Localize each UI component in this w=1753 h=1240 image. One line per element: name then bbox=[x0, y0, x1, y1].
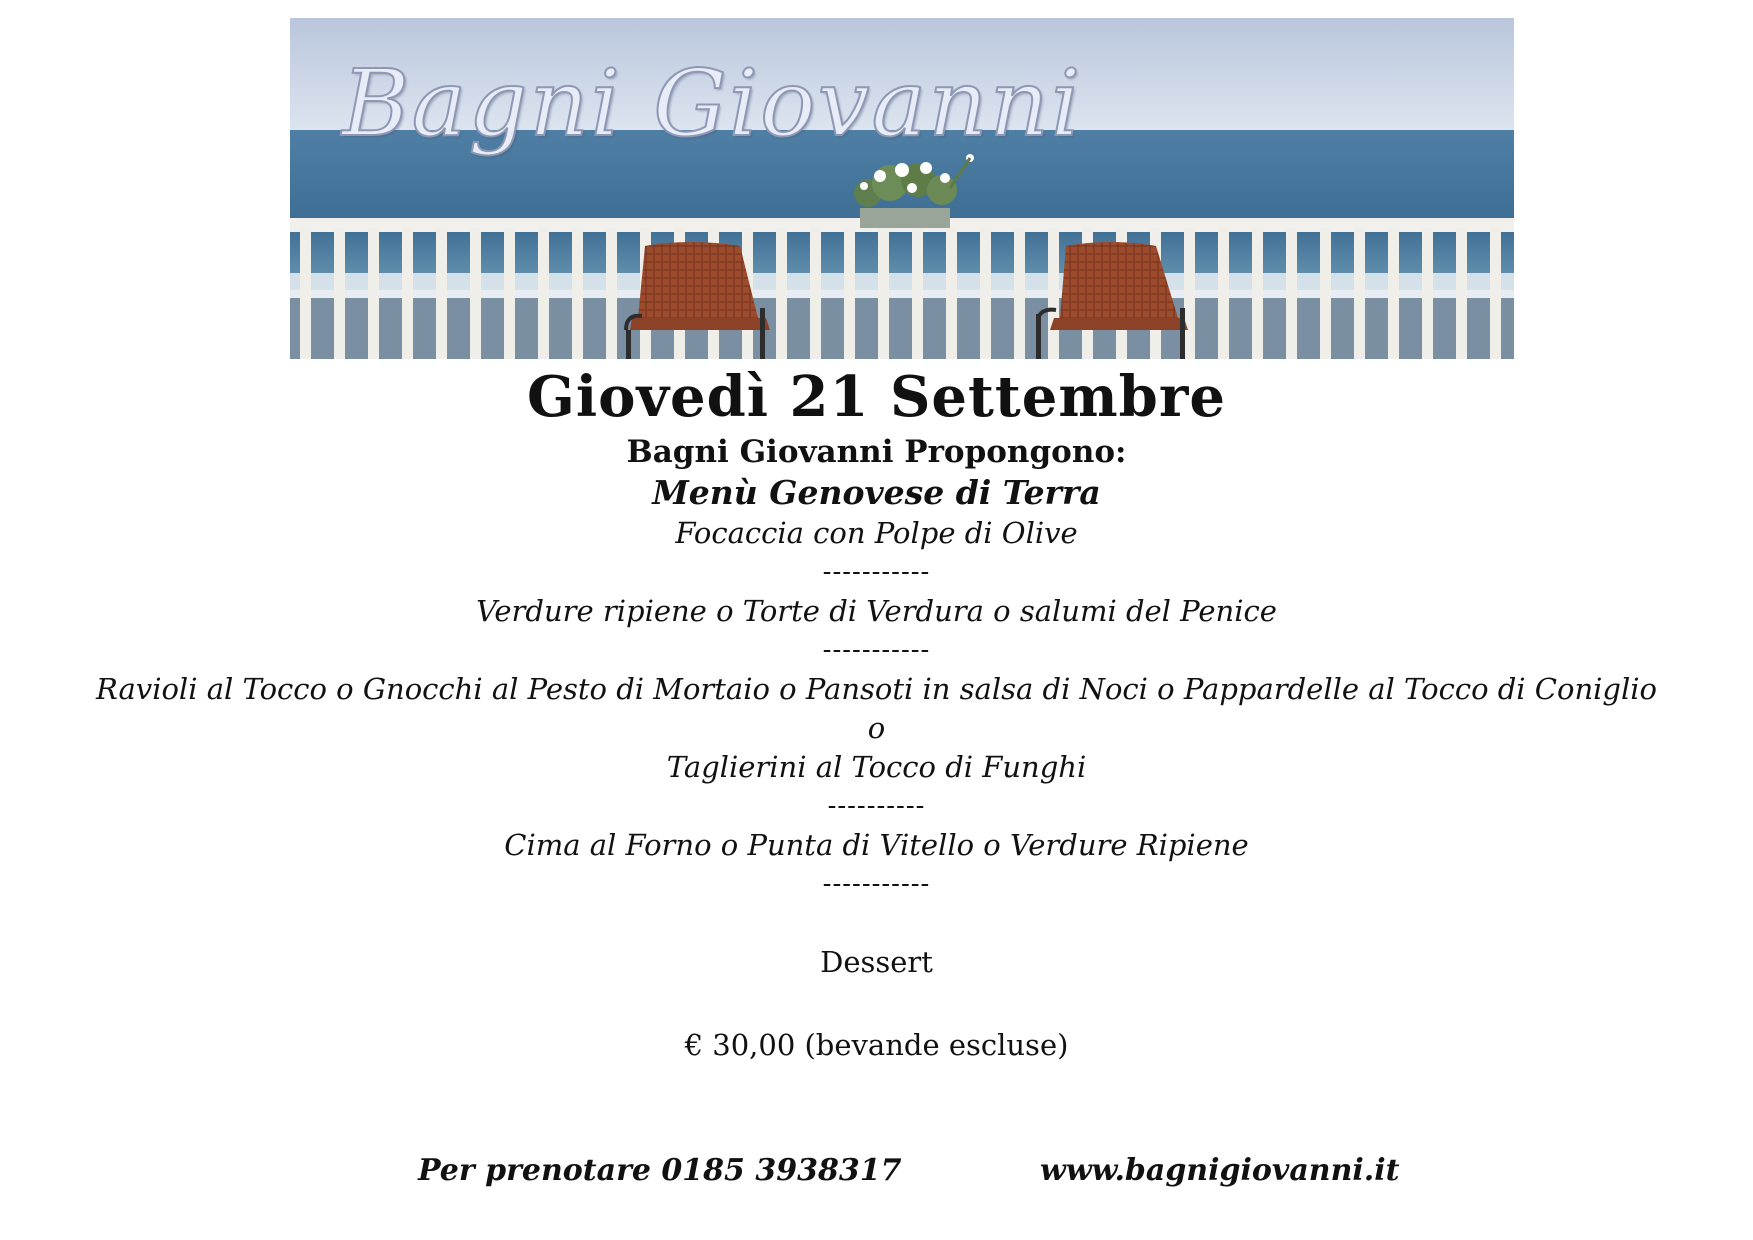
menu-name: Menù Genovese di Terra bbox=[652, 473, 1101, 512]
separator: ----------- bbox=[822, 869, 931, 899]
separator: ----------- bbox=[822, 557, 931, 587]
menu-content bbox=[0, 362, 1753, 1065]
website-link[interactable]: www.bagnigiovanni.it bbox=[1040, 1153, 1400, 1188]
starter: Focaccia con Polpe di Olive bbox=[675, 516, 1078, 550]
price: € 30,00 (bevande escluse) bbox=[684, 1028, 1069, 1062]
first-courses-2: Taglierini al Tocco di Funghi bbox=[666, 750, 1087, 784]
header-banner bbox=[290, 18, 1514, 359]
event-date: Giovedì 21 Settembre bbox=[527, 364, 1226, 430]
first-courses-or: o bbox=[867, 711, 886, 745]
booking-phone: Per prenotare 0185 3938317 bbox=[418, 1153, 902, 1188]
first-courses: Ravioli al Tocco o Gnocchi al Pesto di Mortaio o Pansoti in salsa di Noci o Pappardelle al Tocco di Coniglio bbox=[96, 672, 1657, 706]
spacer bbox=[0, 982, 1753, 1026]
presenter: Bagni Giovanni Propongono: bbox=[626, 434, 1127, 470]
separator: ---------- bbox=[827, 791, 926, 821]
separator: ----------- bbox=[822, 635, 931, 665]
spacer bbox=[0, 904, 1753, 943]
dessert: Dessert bbox=[820, 945, 933, 979]
logo: Bagni Giovanni bbox=[342, 50, 1083, 157]
second-courses: Cima al Forno o Punta di Vitello o Verdure Ripiene bbox=[504, 828, 1249, 862]
appetizers: Verdure ripiene o Torte di Verdura o salumi del Penice bbox=[476, 594, 1277, 628]
